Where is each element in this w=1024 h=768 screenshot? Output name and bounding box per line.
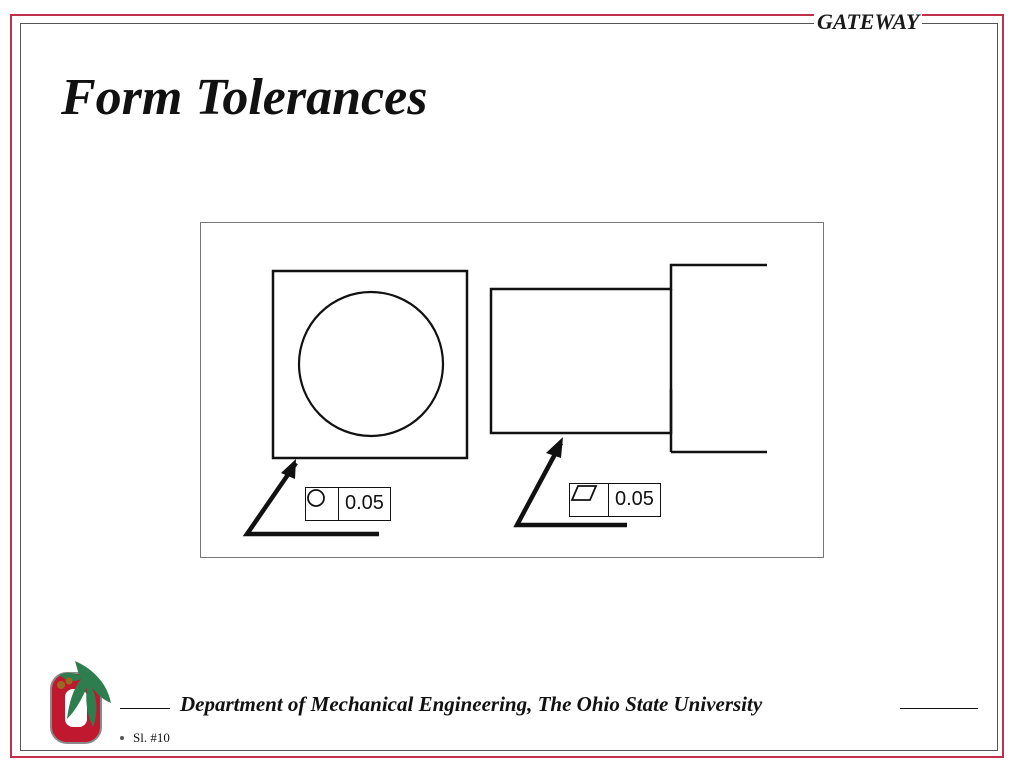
shaft-outline — [491, 265, 767, 433]
circularity-icon — [306, 488, 339, 520]
footer-rule-right — [900, 708, 978, 709]
department-footer: Department of Mechanical Engineering, The Ohio State University — [180, 692, 763, 716]
circular-feature — [299, 292, 443, 436]
square-outline — [273, 271, 467, 458]
flatness-control-frame — [569, 483, 661, 517]
bullet-dot — [120, 736, 124, 740]
right-arrowhead — [546, 437, 563, 458]
slide-title: Form Tolerances — [61, 69, 428, 126]
flatness-icon — [570, 484, 609, 516]
tolerance-drawing — [200, 222, 824, 558]
left-arrowhead — [281, 459, 296, 479]
ohio-state-block-o-logo — [45, 655, 119, 754]
circularity-control-frame — [305, 487, 391, 521]
drawing-canvas — [201, 223, 825, 559]
footer-rule-left — [120, 708, 170, 709]
flatness-tolerance-value: 0.05 — [615, 488, 654, 510]
slide-number: Sl. #10 — [133, 730, 170, 745]
circularity-tolerance-value: 0.05 — [345, 492, 384, 514]
gateway-label: GATEWAY — [814, 8, 922, 36]
